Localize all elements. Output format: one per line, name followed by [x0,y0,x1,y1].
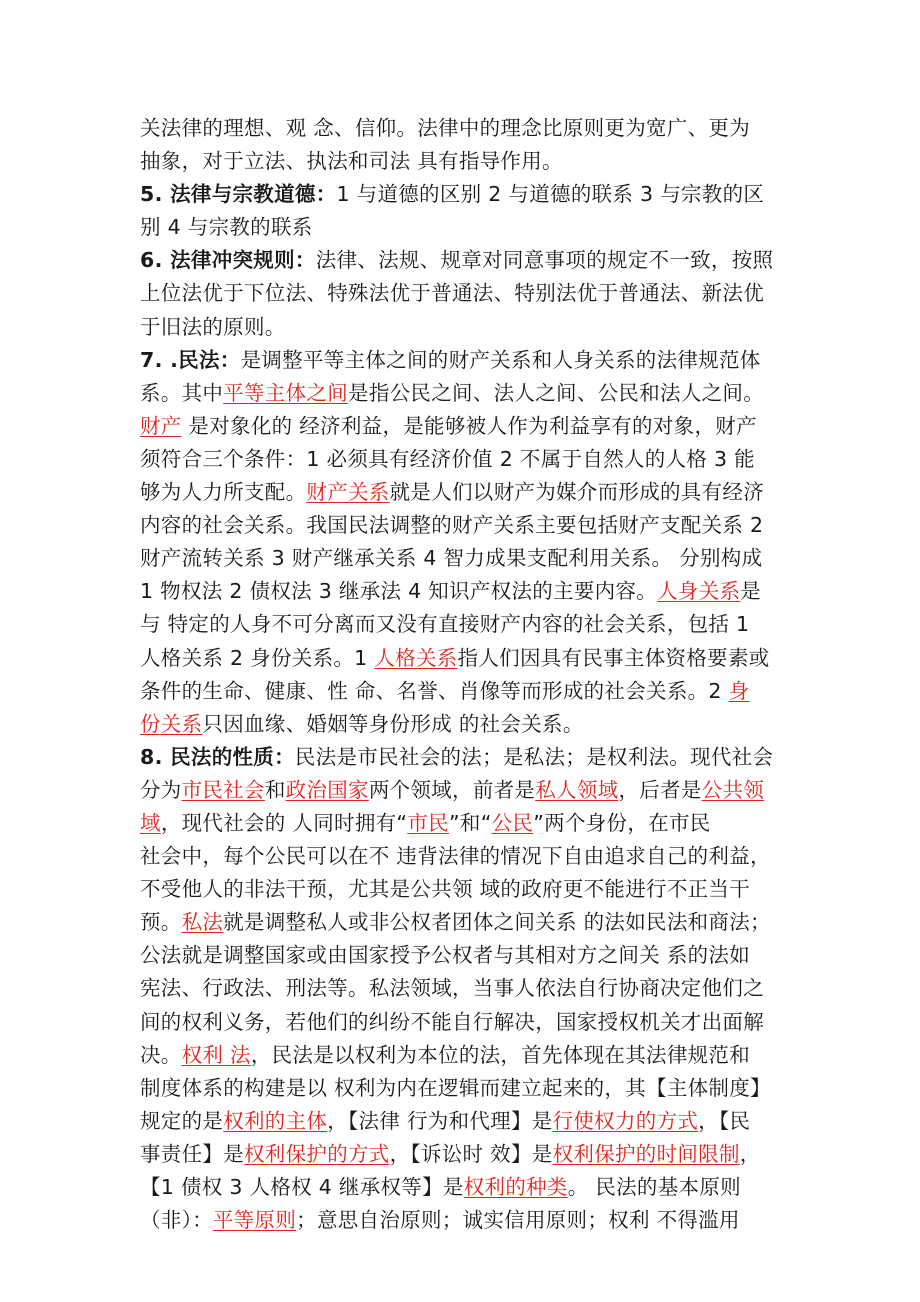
text-line [140,509,790,542]
text-line [140,311,790,344]
text-segment: 事责任】是 [140,1141,244,1166]
text-segment: 是指公民之间、法人之间、公民和法人之间。 [348,380,765,405]
highlighted-term: 份关系 [140,711,203,736]
text-segment: 1 与道德的区别 2 与道德的联系 3 与宗教的区 [336,182,765,207]
text-segment: ，【法律 行为和代理】是 [327,1108,553,1133]
text-segment: 【1 债权 3 人格权 4 继承权等】是 [140,1175,464,1199]
highlighted-term: 行使权力的方式 [552,1108,699,1133]
text-segment: 规定的是 [140,1108,224,1133]
text-segment: 就是调整私人或非公权者团体之间关系 的法如民法和商法； [223,910,771,935]
section-heading: 8. 民法的性质： [140,744,295,769]
text-segment: 就是人们以财产为媒介而形成的具有经济 [389,480,765,505]
text-segment: 上位法优于下位法、特殊法优于普通法、特别法优于普通法、新法优 [140,281,764,306]
highlighted-term: 财产关系 [306,480,390,505]
highlighted-term: 私法 [181,910,224,935]
highlighted-term: 市民 [407,810,449,835]
text-line [140,741,790,774]
text-line [140,277,790,310]
text-line [140,344,790,377]
text-line [140,112,790,145]
text-line [140,608,790,641]
text-line [140,1204,790,1237]
text-line [140,211,790,244]
text-segment: 公法就是调整国家或由国家授予公权者与其相对方之间关 系的法如 [140,943,751,968]
text-segment: 是 [740,579,762,604]
section-heading: 5. 法律与宗教道德： [140,182,337,207]
text-line [140,443,790,476]
text-line [140,1006,790,1039]
text-segment: 和 [264,777,286,802]
text-line [140,906,790,939]
text-segment: 只因血缘、婚姻等身份形成 的社会关系。 [202,711,584,736]
text-segment: 民法是市民社会的法；是私法；是权利法。现代社会 [294,744,774,769]
highlighted-term: 平等主体之间 [223,380,349,405]
text-segment: 决。 [140,1042,182,1067]
text-segment: 宪法、行政法、刑法等。私法领域，当事人依法自行协商决定他们之 [140,976,764,1001]
highlighted-term: 财产 [140,413,182,438]
text-segment: ，【诉讼时 效】是 [389,1141,553,1166]
text-segment: 社会中，每个公民可以在不 违背法律的情况下自由追求自己的利益， [140,844,771,869]
highlighted-term: 平等原则 [212,1208,297,1233]
text-line [140,377,790,410]
text-segment: 与 特定的人身不可分离而又没有直接财产内容的社会关系，包括 1 [140,612,750,637]
highlighted-term: 人身关系 [657,579,741,604]
highlighted-term: 权利保护的时间限制 [552,1141,740,1166]
text-line [140,1072,790,1105]
highlighted-term: 权利保护的方式 [244,1141,390,1166]
highlighted-term: 身 [728,678,750,703]
text-segment: 不受他人的非法干预，尤其是公共领 域的政府更不能进行不正当干 [140,877,751,902]
text-segment: ，民法是以权利为本位的法，首先体现在其法律规范和 [250,1042,751,1067]
text-segment: 指人们因具有民事主体资格要素或 [457,645,770,670]
highlighted-term: 域 [140,810,161,835]
text-segment: 1 物权法 2 债权法 3 继承法 4 知识产权法的主要内容。 [140,579,658,604]
highlighted-term: 权利的主体 [223,1108,328,1133]
text-line [140,642,790,675]
text-segment: ”和“ [448,810,492,835]
text-line [140,575,790,608]
text-line [140,244,790,277]
text-segment: 须符合三个条件：1 必须具有经济价值 2 不属于自然人的人格 3 能 [140,446,755,471]
text-segment: 预。 [140,910,182,935]
text-segment: 是对象化的 经济利益，是能够被人作为利益享有的对象，财产 [181,413,757,438]
text-segment: 财产流转关系 3 财产继承关系 4 智力成果支配利用关系。 分别构成 [140,546,763,571]
text-segment: ”两个身份，在市民 [533,810,711,835]
text-line [140,774,790,807]
text-line [140,972,790,1005]
text-line [140,145,790,178]
highlighted-term: 公民 [491,810,534,835]
text-segment: 关法律的理想、观 念、信仰。法律中的理念比原则更为宽广、更为 [140,116,751,140]
text-segment: ，【民 [698,1108,751,1133]
highlighted-term: 市民社会 [181,777,265,802]
text-line [140,1039,790,1072]
text-segment: 制度体系的构建是以 权利为内在逻辑而建立起来的，其【主体制度】 [140,1075,771,1100]
highlighted-term: 权利的种类 [463,1175,568,1199]
text-line [140,1138,790,1171]
highlighted-term: 人格关系 [374,645,458,670]
text-segment: ，后者是 [618,777,702,802]
text-segment: 两个领域，前者是 [368,777,536,802]
text-segment: 够为人力所支配。 [140,480,307,505]
text-segment: 于旧法的原则。 [140,314,286,339]
text-segment: （非）： [140,1208,213,1233]
text-segment: 别 4 与宗教的联系 [140,215,313,240]
text-segment: 。 民法的基本原则 [567,1175,741,1199]
document-body [140,112,790,1237]
text-line [140,840,790,873]
text-line [140,1171,790,1204]
text-line [140,178,790,211]
text-segment: 系。其中 [140,380,224,405]
text-segment: ，现代社会的 人同时拥有“ [160,810,408,835]
highlighted-term: 私人领域 [535,777,619,802]
text-line [140,410,790,443]
text-segment: ， [739,1141,761,1166]
text-segment: 抽象，对于立法、执法和司法 具有指导作用。 [140,149,563,174]
highlighted-term: 公共领 [701,777,765,802]
text-segment: ；意思自治原则；诚实信用原则；权利 不得滥用 [296,1208,740,1233]
section-heading: 6. 法律冲突规则： [140,248,316,273]
text-segment: 内容的社会关系。我国民法调整的财产关系主要包括财产支配关系 2 [140,513,764,538]
text-segment: 间的权利义务，若他们的纠纷不能自行解决，国家授权机关才出面解 [140,1009,764,1034]
text-line [140,675,790,708]
text-line [140,476,790,509]
text-segment: 法律、法规、规章对同意事项的规定不一致，按照 [315,248,774,273]
text-segment: 是调整平等主体之间的财产关系和人身关系的法律规范体 [240,347,761,372]
text-line [140,1105,790,1138]
highlighted-term: 权利 法 [181,1042,251,1067]
text-line [140,708,790,741]
section-heading: 7. .民法： [140,347,241,372]
text-segment: 条件的生命、健康、性 命、名誉、肖像等而形成的社会关系。2 [140,678,729,703]
text-line [140,542,790,575]
text-segment: 人格关系 2 身份关系。1 [140,645,375,670]
highlighted-term: 政治国家 [285,777,369,802]
text-line [140,807,790,840]
text-line [140,939,790,972]
text-segment: 分为 [140,777,182,802]
text-line [140,873,790,906]
